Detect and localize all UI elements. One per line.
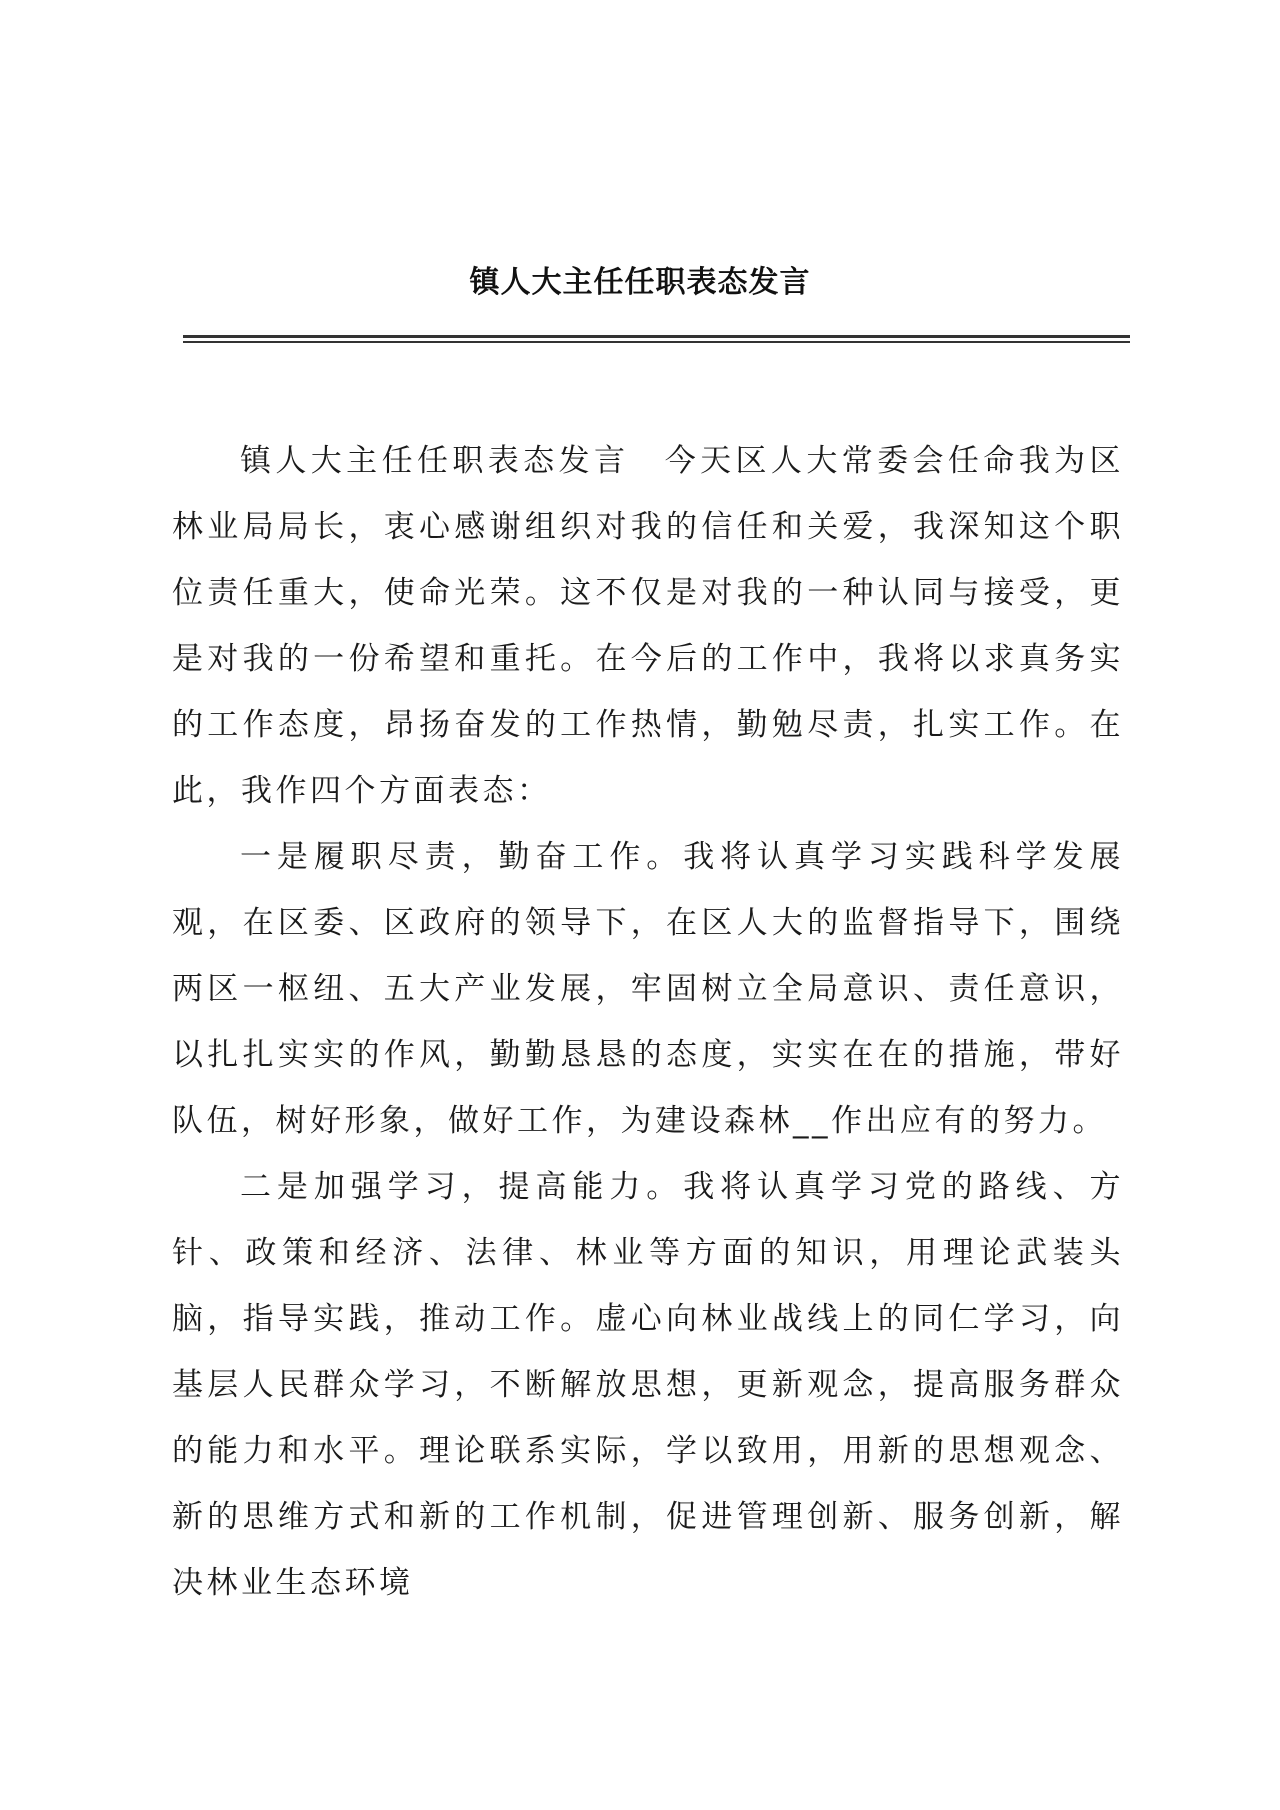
- divider-thin-line: [183, 341, 1130, 343]
- paragraph-intro: 镇人大主任任职表态发言 今天区人大常委会任命我为区林业局局长，衷心感谢组织对我的信任和关爱，我深知这个职位责任重大，使命光荣。这不仅是对我的一种认同与接受，更是对我的一份希望和重托。在今后的工作中，我将以求真务实的工作态度，昂扬奋发的工作热情，勤勉尽责，扎实工作。在此，我作四个方面表态：: [172, 443, 1124, 809]
- document-title: 镇人大主任任职表态发言: [469, 265, 811, 300]
- document-body: [172, 428, 1124, 1616]
- paragraph-point-one: 一是履职尽责，勤奋工作。我将认真学习实践科学发展观，在区委、区政府的领导下，在区人大的监督指导下，围绕两区一枢纽、五大产业发展，牢固树立全局意识、责任意识，以扎扎实实的作风，勤勤恳恳的态度，实实在在的措施，带好队伍，树好形象，做好工作，为建设森林__作出应有的努力。: [172, 839, 1124, 1139]
- divider-thick-line: [183, 335, 1130, 338]
- paragraph-point-two: 二是加强学习，提高能力。我将认真学习党的路线、方针、政策和经济、法律、林业等方面的知识，用理论武装头脑，指导实践，推动工作。虚心向林业战线上的同仁学习，向基层人民群众学习，不断解放思想，更新观念，提高服务群众的能力和水平。理论联系实际，学以致用，用新的思想观念、新的思维方式和新的工作机制，促进管理创新、服务创新，解决林业生态环境: [172, 1169, 1124, 1601]
- title-divider: [183, 335, 1130, 343]
